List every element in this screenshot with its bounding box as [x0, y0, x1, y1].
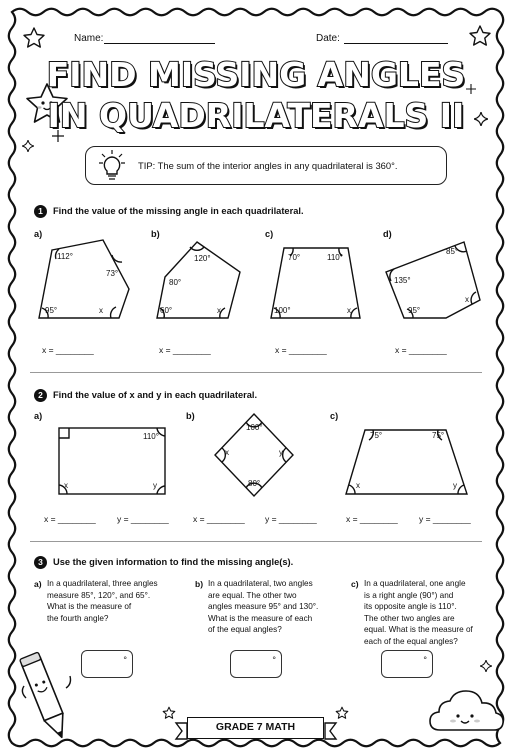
degree-symbol: °	[272, 655, 276, 665]
problem-label: c)	[330, 411, 339, 421]
answer-box[interactable]	[81, 650, 133, 678]
problem-text-line: of the equal angles?	[208, 625, 282, 634]
problem-label: b)	[151, 229, 160, 239]
problem-text-line: measure 85°, 120°, and 65°.	[47, 590, 151, 600]
angle-label: 100°	[246, 423, 263, 432]
page-title-line2: IN QUADRILATERALS II	[47, 96, 465, 135]
problem-text-line: The other two angles are	[364, 613, 455, 623]
angle-label: x	[64, 481, 68, 490]
angle-label: 95°	[45, 306, 58, 315]
angle-label: 100°	[274, 306, 291, 315]
angle-label: x	[225, 448, 229, 457]
problem-text-line: angles measure 95° and 130°.	[208, 602, 319, 611]
name-label: Name:	[74, 33, 104, 44]
trapezoid-shape	[346, 430, 467, 494]
section-divider	[30, 372, 482, 373]
problem-label: d)	[383, 229, 392, 239]
angle-label: y	[453, 481, 457, 490]
degree-symbol: °	[423, 655, 427, 665]
problem-text-line: are equal. The other two	[208, 590, 297, 600]
problem-text-line: is a right angle (90°) and	[364, 590, 454, 600]
section-instruction: Find the value of x and y in each quadrilateral.	[53, 390, 258, 400]
degree-symbol: °	[123, 655, 127, 665]
problem-label: b)	[186, 411, 195, 421]
section-number: 2	[34, 389, 47, 402]
section-number: 3	[34, 556, 47, 569]
problem-label: a)	[34, 411, 43, 421]
angle-label: y	[279, 448, 283, 457]
answer-field[interactable]: x = ________	[395, 345, 447, 355]
angle-label: x	[356, 481, 360, 490]
answer-box[interactable]	[381, 650, 433, 678]
problem-label: a)	[34, 579, 42, 589]
answer-x-field[interactable]: x = ________	[193, 514, 245, 524]
problem-label: b)	[195, 579, 204, 589]
problem-label: c)	[265, 229, 274, 239]
date-label: Date:	[316, 33, 340, 44]
answer-field[interactable]: x = ________	[159, 345, 211, 355]
angle-label: 110°	[143, 432, 159, 441]
angle-label: x	[465, 295, 469, 304]
answer-field[interactable]: x = ________	[42, 345, 94, 355]
answer-x-field[interactable]: x = ________	[44, 514, 96, 524]
angle-label: 95°	[408, 306, 421, 315]
problem-text-line: each of the equal angles?	[364, 636, 458, 646]
answer-y-field[interactable]: y = ________	[117, 514, 169, 524]
word-problem-b	[208, 578, 318, 636]
section-number: 1	[34, 205, 47, 218]
problem-text-line: In a quadrilateral, two angles	[208, 579, 313, 588]
angle-label: 60°	[160, 306, 173, 315]
answer-y-field[interactable]: y = ________	[419, 514, 471, 524]
problem-text-line: equal. What is the measure of	[364, 625, 473, 634]
page-title-line1: FIND MISSING ANGLES	[46, 55, 466, 94]
answer-x-field[interactable]: x = ________	[346, 514, 398, 524]
section-divider	[30, 541, 482, 542]
angle-label: 85°	[446, 247, 459, 256]
section-instruction: Use the given information to find the missing angle(s).	[53, 557, 294, 567]
angle-label: y	[153, 481, 157, 490]
problem-text-line: In a quadrilateral, one angle	[364, 579, 466, 588]
angle-label: 75°	[432, 431, 445, 440]
problem-label: c)	[351, 579, 359, 589]
angle-label: 120°	[194, 254, 211, 263]
problem-label: a)	[34, 229, 43, 239]
angle-label: 135°	[394, 276, 411, 285]
angle-label: 112°	[57, 252, 73, 261]
angle-label: 110°	[327, 253, 343, 262]
problem-text-line: What is the measure of each	[208, 613, 313, 623]
angle-label: 70°	[288, 253, 301, 262]
grade-banner: GRADE 7 MATH	[187, 717, 324, 739]
section-instruction: Find the value of the missing angle in each quadrilateral.	[53, 206, 304, 216]
problem-text-line: In a quadrilateral, three angles	[47, 579, 158, 588]
angle-label: 80°	[169, 278, 182, 287]
angle-label: x	[347, 306, 351, 315]
problem-text-line: its opposite angle is 110°.	[364, 602, 457, 611]
angle-label: x	[99, 306, 103, 315]
angle-label: x	[217, 306, 221, 315]
word-problem-a	[47, 578, 158, 624]
angle-label: 80°	[248, 479, 261, 488]
angle-label: 75°	[370, 431, 383, 440]
problem-text-line: What is the measure of	[47, 602, 132, 611]
problem-text-line: the fourth angle?	[47, 613, 109, 623]
answer-y-field[interactable]: y = ________	[265, 514, 317, 524]
angle-label: 73°	[106, 269, 119, 278]
tip-text: TIP: The sum of the interior angles in any quadrilateral is 360°.	[138, 160, 398, 171]
answer-box[interactable]	[230, 650, 282, 678]
answer-field[interactable]: x = ________	[275, 345, 327, 355]
word-problem-c	[364, 578, 473, 647]
